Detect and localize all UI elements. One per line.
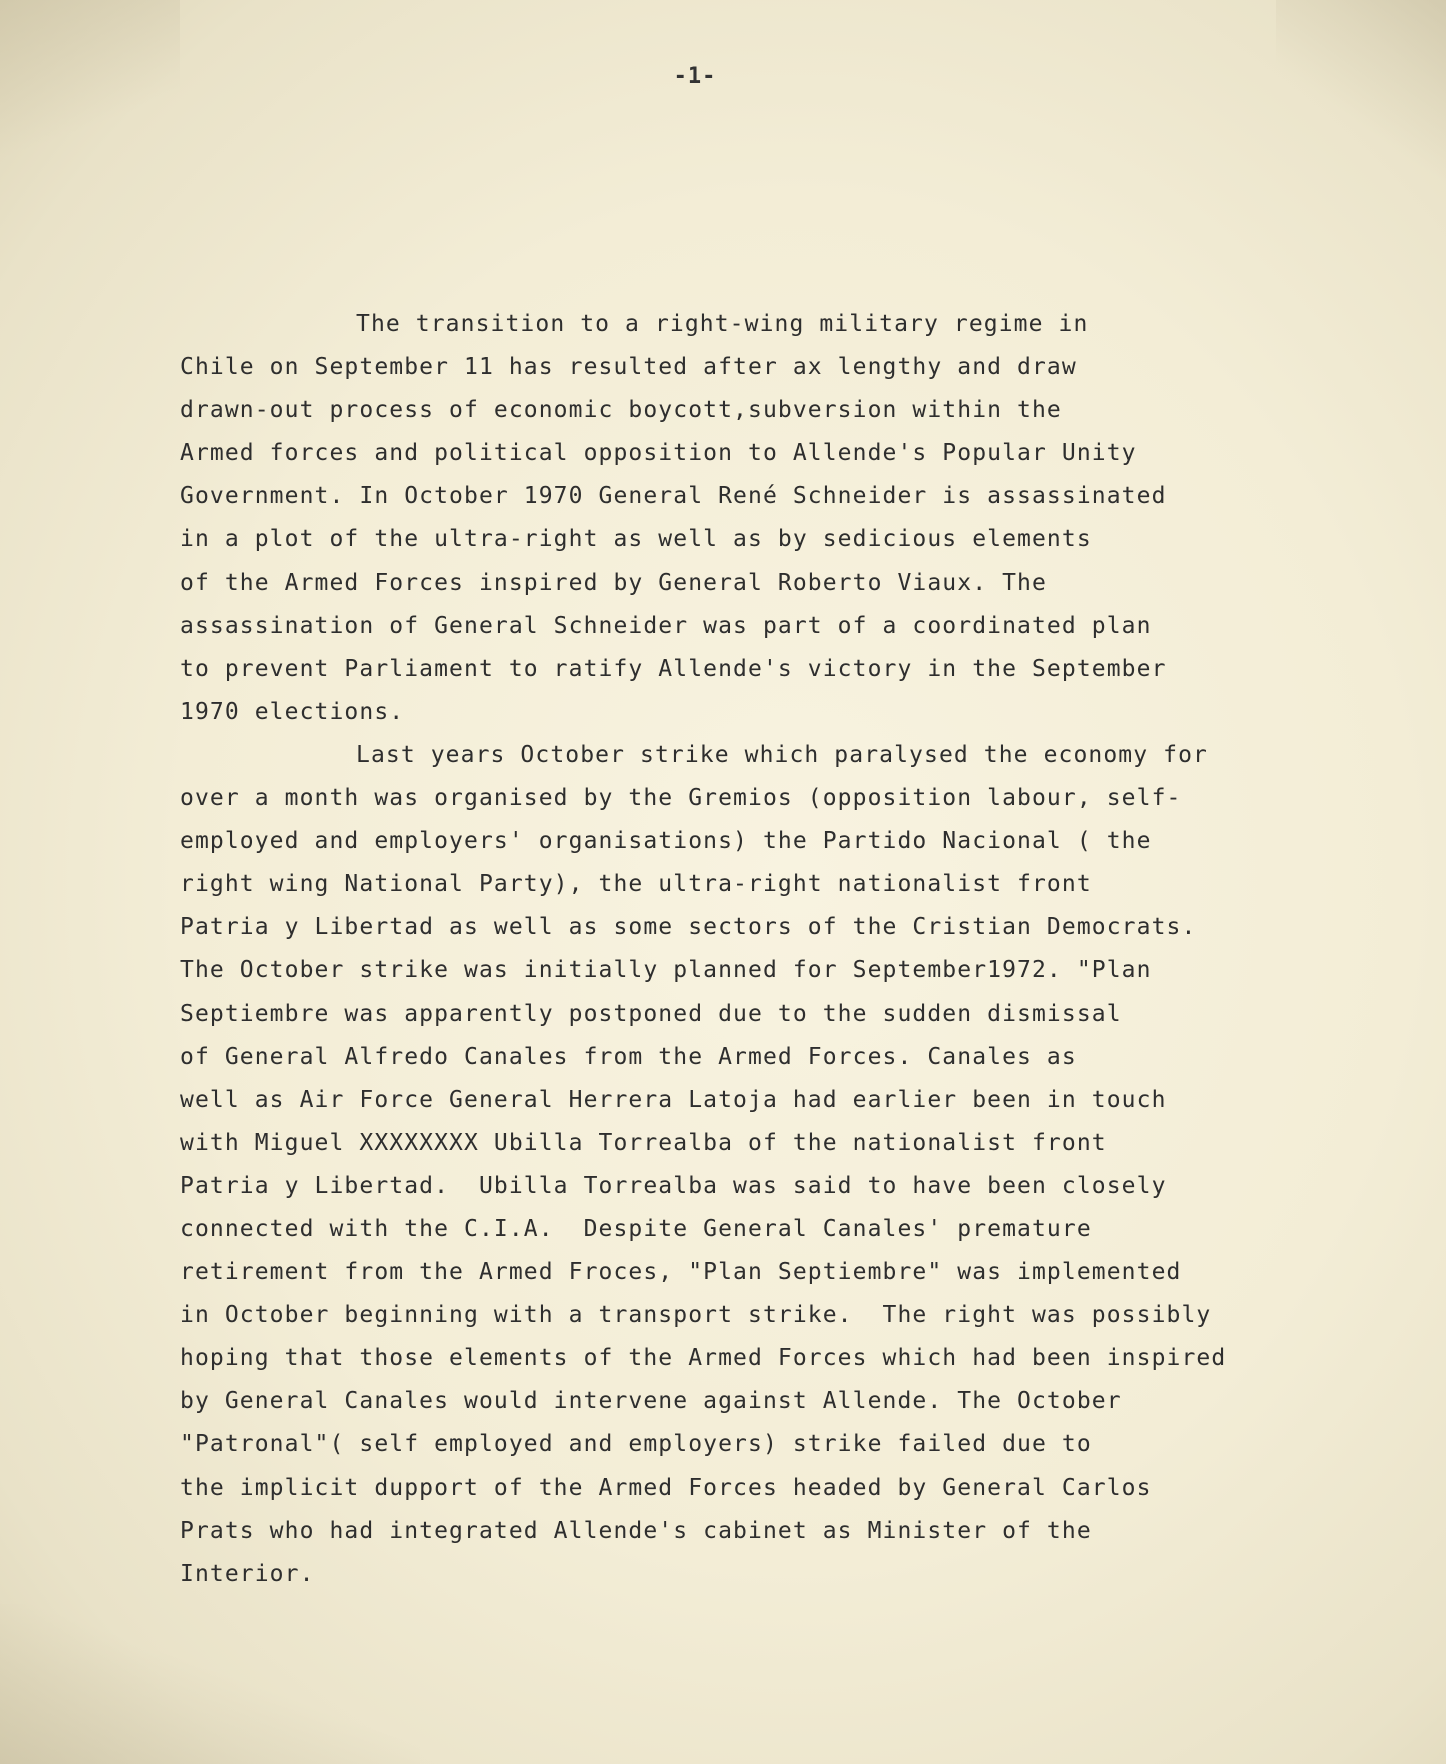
text-line: The October strike was initially planned for September1972. "Plan — [180, 957, 1152, 984]
text-line: to prevent Parliament to ratify Allende's victory in the September — [180, 655, 1167, 682]
text-line: Armed forces and political opposition to Allende's Popular Unity — [180, 440, 1137, 467]
text-line: the implicit dupport of the Armed Forces headed by General Carlos — [180, 1474, 1152, 1501]
text-line: Last years October strike which paralysed the economy for — [356, 741, 1208, 768]
text-line: of General Alfredo Canales from the Armed Forces. Canales as — [180, 1043, 1077, 1070]
page-number: -1- — [673, 64, 717, 89]
text-line: over a month was organised by the Gremios (opposition labour, self- — [180, 785, 1182, 812]
paper-crease-top-right — [1276, 0, 1446, 190]
text-line: well as Air Force General Herrera Latoja had earlier been in touch — [180, 1086, 1167, 1113]
text-line: hoping that those elements of the Armed Forces which had been inspired — [180, 1345, 1227, 1372]
text-line: Patria y Libertad as well as some sectors of the Cristian Democrats. — [180, 914, 1197, 941]
text-line: The transition to a right-wing military regime in — [356, 311, 1089, 337]
text-line: Septiembre was apparently postponed due to the sudden dismissal — [180, 1000, 1122, 1027]
text-line: drawn-out process of economic boycott,subversion within the — [180, 397, 1062, 424]
text-line: right wing National Party), the ultra-right nationalist front — [180, 871, 1092, 898]
paper-crease-top-left — [0, 0, 180, 200]
paper-crease-bottom-left — [0, 1604, 420, 1764]
text-line: in a plot of the ultra-right as well as by sedicious elements — [180, 526, 1092, 553]
text-line: of the Armed Forces inspired by General Roberto Viaux. The — [180, 569, 1047, 596]
text-line: connected with the C.I.A. Despite General Canales' premature — [180, 1215, 1092, 1242]
text-line: Chile on September 11 has resulted after ax lengthy and draw — [180, 354, 1077, 381]
text-line: Patria y Libertad. Ubilla Torrealba was said to have been closely — [180, 1172, 1167, 1199]
text-line: assassination of General Schneider was part of a coordinated plan — [180, 612, 1152, 639]
text-line: Interior. — [180, 1560, 315, 1587]
text-line: with Miguel XXXXXXXX Ubilla Torrealba of the nationalist front — [180, 1129, 1107, 1156]
paragraph — [180, 734, 1420, 1596]
text-line: retirement from the Armed Froces, "Plan Septiembre" was implemented — [180, 1259, 1182, 1286]
text-line: employed and employers' organisations) the Partido Nacional ( the — [180, 828, 1152, 855]
paragraph — [180, 303, 1420, 734]
text-line: "Patronal"( self employed and employers) strike failed due to — [180, 1431, 1092, 1458]
text-line: by General Canales would intervene against Allende. The October — [180, 1388, 1122, 1415]
text-line: 1970 elections. — [180, 698, 405, 725]
text-line: Government. In October 1970 General René Schneider is assassinated — [180, 483, 1167, 510]
text-line: in October beginning with a transport strike. The right was possibly — [180, 1302, 1212, 1329]
body-text — [180, 303, 1420, 1596]
text-line: Prats who had integrated Allende's cabinet as Minister of the — [180, 1517, 1092, 1544]
